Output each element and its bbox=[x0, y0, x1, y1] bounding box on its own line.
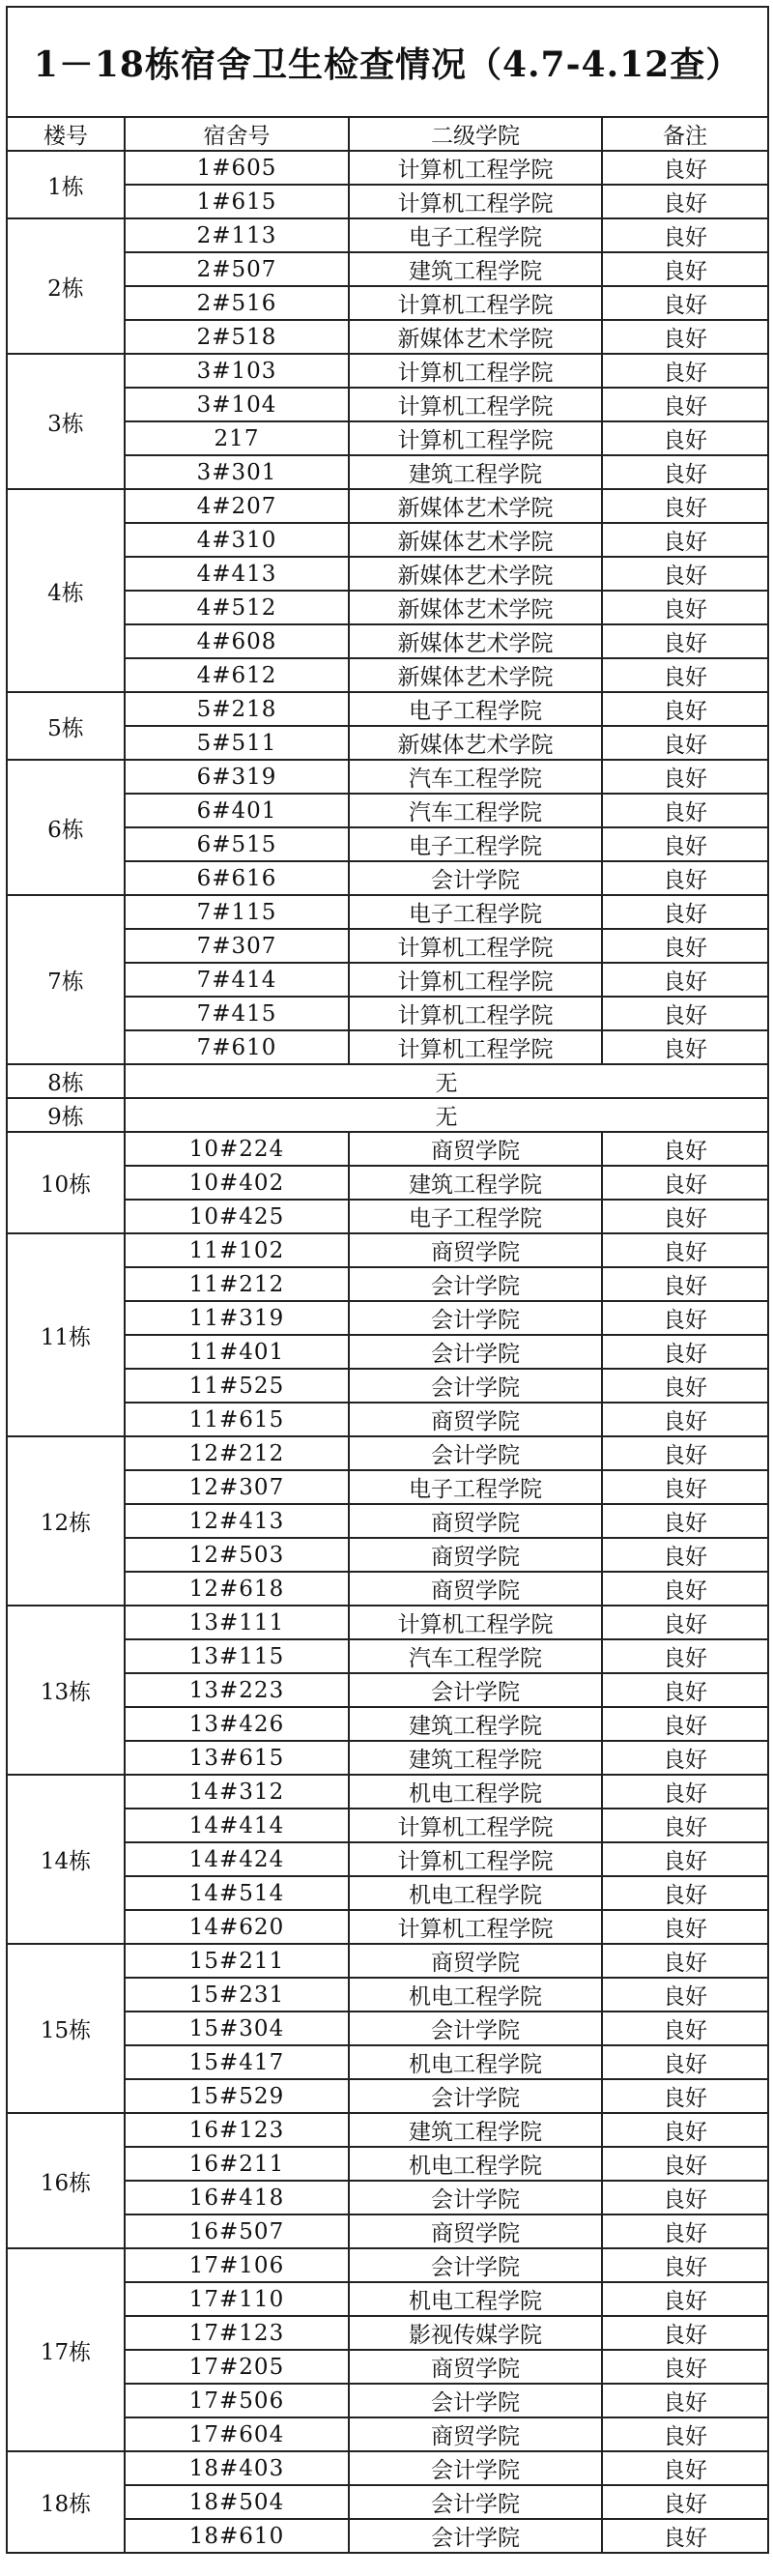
note-cell: 良好 bbox=[602, 388, 768, 421]
room-cell: 14#514 bbox=[125, 1876, 349, 1910]
building-cell: 5栋 bbox=[7, 692, 125, 760]
note-cell: 良好 bbox=[602, 2181, 768, 2214]
room-cell: 12#503 bbox=[125, 1538, 349, 1572]
table-row bbox=[7, 354, 768, 388]
college-cell: 商贸学院 bbox=[349, 1572, 602, 1606]
room-cell: 15#417 bbox=[125, 2045, 349, 2079]
note-cell: 良好 bbox=[602, 2519, 768, 2553]
room-cell: 18#504 bbox=[125, 2485, 349, 2519]
note-cell: 良好 bbox=[602, 1775, 768, 1809]
note-cell: 良好 bbox=[602, 692, 768, 726]
college-cell: 会计学院 bbox=[349, 861, 602, 895]
room-cell: 3#301 bbox=[125, 455, 349, 489]
room-cell: 17#205 bbox=[125, 2350, 349, 2384]
page-title: 1－18栋宿舍卫生检查情况（4.7-4.12查） bbox=[7, 7, 768, 117]
college-cell: 商贸学院 bbox=[349, 2417, 602, 2451]
note-cell: 良好 bbox=[602, 320, 768, 354]
building-cell: 8栋 bbox=[7, 1064, 125, 1098]
note-cell: 良好 bbox=[602, 997, 768, 1030]
college-cell: 建筑工程学院 bbox=[349, 2113, 602, 2147]
note-cell: 良好 bbox=[602, 726, 768, 760]
room-cell: 12#618 bbox=[125, 1572, 349, 1606]
room-cell: 11#525 bbox=[125, 1369, 349, 1403]
college-cell: 会计学院 bbox=[349, 2248, 602, 2282]
college-cell: 计算机工程学院 bbox=[349, 185, 602, 218]
note-cell: 良好 bbox=[602, 2384, 768, 2417]
room-cell: 4#207 bbox=[125, 489, 349, 523]
note-cell: 良好 bbox=[602, 1572, 768, 1606]
college-cell: 电子工程学院 bbox=[349, 218, 602, 252]
college-cell: 电子工程学院 bbox=[349, 1200, 602, 1233]
room-cell: 217 bbox=[125, 421, 349, 455]
building-cell: 12栋 bbox=[7, 1436, 125, 1606]
note-cell: 良好 bbox=[602, 1301, 768, 1335]
room-cell: 13#111 bbox=[125, 1606, 349, 1639]
table-row bbox=[7, 895, 768, 929]
note-cell: 良好 bbox=[602, 1166, 768, 1200]
college-cell: 机电工程学院 bbox=[349, 2045, 602, 2079]
college-cell: 商贸学院 bbox=[349, 2214, 602, 2248]
table-row bbox=[7, 2113, 768, 2147]
college-cell: 新媒体艺术学院 bbox=[349, 624, 602, 658]
building-cell: 10栋 bbox=[7, 1132, 125, 1233]
room-cell: 15#529 bbox=[125, 2079, 349, 2113]
note-cell: 良好 bbox=[602, 760, 768, 794]
college-cell: 计算机工程学院 bbox=[349, 354, 602, 388]
room-cell: 11#401 bbox=[125, 1335, 349, 1369]
note-cell: 良好 bbox=[602, 929, 768, 963]
building-cell: 14栋 bbox=[7, 1775, 125, 1944]
note-cell: 良好 bbox=[602, 1606, 768, 1639]
room-cell: 15#231 bbox=[125, 1978, 349, 2012]
building-cell: 7栋 bbox=[7, 895, 125, 1064]
room-cell: 4#310 bbox=[125, 523, 349, 557]
room-cell: 6#616 bbox=[125, 861, 349, 895]
room-cell: 6#319 bbox=[125, 760, 349, 794]
note-cell: 良好 bbox=[602, 2417, 768, 2451]
college-cell: 会计学院 bbox=[349, 1301, 602, 1335]
note-cell: 良好 bbox=[602, 455, 768, 489]
inspection-table bbox=[6, 6, 769, 2554]
room-cell: 1#605 bbox=[125, 151, 349, 185]
college-cell: 会计学院 bbox=[349, 1436, 602, 1470]
college-cell: 会计学院 bbox=[349, 1369, 602, 1403]
note-cell: 良好 bbox=[602, 963, 768, 997]
college-cell: 会计学院 bbox=[349, 2079, 602, 2113]
note-cell: 良好 bbox=[602, 2350, 768, 2384]
note-cell: 良好 bbox=[602, 861, 768, 895]
note-cell: 良好 bbox=[602, 1030, 768, 1064]
college-cell: 会计学院 bbox=[349, 2519, 602, 2553]
college-cell: 会计学院 bbox=[349, 2181, 602, 2214]
college-cell: 电子工程学院 bbox=[349, 692, 602, 726]
building-cell: 17栋 bbox=[7, 2248, 125, 2451]
college-cell: 建筑工程学院 bbox=[349, 252, 602, 286]
note-cell: 良好 bbox=[602, 1538, 768, 1572]
college-cell: 商贸学院 bbox=[349, 1538, 602, 1572]
room-cell: 7#414 bbox=[125, 963, 349, 997]
table-row bbox=[7, 692, 768, 726]
table-row bbox=[7, 218, 768, 252]
room-cell: 10#402 bbox=[125, 1166, 349, 1200]
note-cell: 良好 bbox=[602, 2248, 768, 2282]
college-cell: 商贸学院 bbox=[349, 1132, 602, 1166]
note-cell: 良好 bbox=[602, 1809, 768, 1842]
college-cell: 机电工程学院 bbox=[349, 1876, 602, 1910]
table-row bbox=[7, 1436, 768, 1470]
room-cell: 7#415 bbox=[125, 997, 349, 1030]
note-cell: 良好 bbox=[602, 2282, 768, 2316]
room-cell: 18#403 bbox=[125, 2451, 349, 2485]
college-cell: 计算机工程学院 bbox=[349, 1606, 602, 1639]
room-cell: 7#307 bbox=[125, 929, 349, 963]
note-cell: 良好 bbox=[602, 1910, 768, 1944]
room-cell: 2#516 bbox=[125, 286, 349, 320]
college-cell: 商贸学院 bbox=[349, 2350, 602, 2384]
college-cell: 会计学院 bbox=[349, 1335, 602, 1369]
college-cell: 建筑工程学院 bbox=[349, 1166, 602, 1200]
room-cell: 6#515 bbox=[125, 827, 349, 861]
college-cell: 计算机工程学院 bbox=[349, 1910, 602, 1944]
table-row bbox=[7, 151, 768, 185]
room-cell: 2#518 bbox=[125, 320, 349, 354]
note-cell: 良好 bbox=[602, 658, 768, 692]
table-row bbox=[7, 2248, 768, 2282]
room-cell: 13#115 bbox=[125, 1639, 349, 1673]
header-note: 备注 bbox=[602, 117, 768, 151]
college-cell: 建筑工程学院 bbox=[349, 1707, 602, 1741]
note-cell: 良好 bbox=[602, 794, 768, 827]
college-cell: 计算机工程学院 bbox=[349, 388, 602, 421]
note-cell: 良好 bbox=[602, 421, 768, 455]
note-cell: 良好 bbox=[602, 1335, 768, 1369]
room-cell: 13#426 bbox=[125, 1707, 349, 1741]
note-cell: 良好 bbox=[602, 1741, 768, 1775]
note-cell: 良好 bbox=[602, 2113, 768, 2147]
note-cell: 良好 bbox=[602, 557, 768, 591]
college-cell: 商贸学院 bbox=[349, 1233, 602, 1267]
note-cell: 良好 bbox=[602, 1233, 768, 1267]
college-cell: 商贸学院 bbox=[349, 1504, 602, 1538]
note-cell: 良好 bbox=[602, 2214, 768, 2248]
room-cell: 17#106 bbox=[125, 2248, 349, 2282]
college-cell: 建筑工程学院 bbox=[349, 455, 602, 489]
building-cell: 3栋 bbox=[7, 354, 125, 489]
room-cell: 13#223 bbox=[125, 1673, 349, 1707]
building-cell: 2栋 bbox=[7, 218, 125, 354]
note-cell: 良好 bbox=[602, 2147, 768, 2181]
inspection-sheet bbox=[6, 6, 767, 2554]
room-cell: 6#401 bbox=[125, 794, 349, 827]
table-body bbox=[7, 151, 768, 2553]
building-cell: 9栋 bbox=[7, 1098, 125, 1132]
note-cell: 良好 bbox=[602, 252, 768, 286]
room-cell: 14#414 bbox=[125, 1809, 349, 1842]
table-row bbox=[7, 1233, 768, 1267]
note-cell: 良好 bbox=[602, 1944, 768, 1978]
college-cell: 建筑工程学院 bbox=[349, 1741, 602, 1775]
college-cell: 新媒体艺术学院 bbox=[349, 591, 602, 624]
college-cell: 电子工程学院 bbox=[349, 827, 602, 861]
note-cell: 良好 bbox=[602, 1403, 768, 1436]
table-row bbox=[7, 760, 768, 794]
college-cell: 新媒体艺术学院 bbox=[349, 726, 602, 760]
table-row bbox=[7, 1098, 768, 1132]
room-cell: 12#413 bbox=[125, 1504, 349, 1538]
room-cell: 4#612 bbox=[125, 658, 349, 692]
room-cell: 17#123 bbox=[125, 2316, 349, 2350]
header-college: 二级学院 bbox=[349, 117, 602, 151]
room-cell: 15#211 bbox=[125, 1944, 349, 1978]
college-cell: 会计学院 bbox=[349, 2012, 602, 2045]
note-cell: 良好 bbox=[602, 1470, 768, 1504]
college-cell: 机电工程学院 bbox=[349, 1978, 602, 2012]
note-cell: 良好 bbox=[602, 2485, 768, 2519]
college-cell: 商贸学院 bbox=[349, 1403, 602, 1436]
room-cell: 4#413 bbox=[125, 557, 349, 591]
note-cell: 良好 bbox=[602, 827, 768, 861]
college-cell: 新媒体艺术学院 bbox=[349, 523, 602, 557]
college-cell: 新媒体艺术学院 bbox=[349, 320, 602, 354]
table-row bbox=[7, 489, 768, 523]
note-cell: 良好 bbox=[602, 2012, 768, 2045]
college-cell: 计算机工程学院 bbox=[349, 151, 602, 185]
college-cell: 电子工程学院 bbox=[349, 1470, 602, 1504]
room-cell: 14#312 bbox=[125, 1775, 349, 1809]
note-cell: 良好 bbox=[602, 354, 768, 388]
building-cell: 16栋 bbox=[7, 2113, 125, 2248]
note-cell: 良好 bbox=[602, 591, 768, 624]
note-cell: 良好 bbox=[602, 624, 768, 658]
room-cell: 4#512 bbox=[125, 591, 349, 624]
room-cell: 3#104 bbox=[125, 388, 349, 421]
college-cell: 计算机工程学院 bbox=[349, 286, 602, 320]
note-cell: 良好 bbox=[602, 1200, 768, 1233]
building-cell: 18栋 bbox=[7, 2451, 125, 2553]
building-cell: 11栋 bbox=[7, 1233, 125, 1436]
room-cell: 17#110 bbox=[125, 2282, 349, 2316]
no-inspection-cell: 无 bbox=[125, 1064, 768, 1098]
college-cell: 汽车工程学院 bbox=[349, 794, 602, 827]
room-cell: 1#615 bbox=[125, 185, 349, 218]
note-cell: 良好 bbox=[602, 2079, 768, 2113]
room-cell: 5#218 bbox=[125, 692, 349, 726]
college-cell: 新媒体艺术学院 bbox=[349, 557, 602, 591]
room-cell: 11#615 bbox=[125, 1403, 349, 1436]
building-cell: 13栋 bbox=[7, 1606, 125, 1775]
table-row bbox=[7, 1132, 768, 1166]
room-cell: 12#307 bbox=[125, 1470, 349, 1504]
room-cell: 16#418 bbox=[125, 2181, 349, 2214]
note-cell: 良好 bbox=[602, 1842, 768, 1876]
college-cell: 商贸学院 bbox=[349, 1944, 602, 1978]
note-cell: 良好 bbox=[602, 1436, 768, 1470]
building-cell: 6栋 bbox=[7, 760, 125, 895]
table-row bbox=[7, 1606, 768, 1639]
header-building: 楼号 bbox=[7, 117, 125, 151]
note-cell: 良好 bbox=[602, 1978, 768, 2012]
college-cell: 会计学院 bbox=[349, 1673, 602, 1707]
room-cell: 10#425 bbox=[125, 1200, 349, 1233]
room-cell: 15#304 bbox=[125, 2012, 349, 2045]
room-cell: 14#424 bbox=[125, 1842, 349, 1876]
note-cell: 良好 bbox=[602, 151, 768, 185]
note-cell: 良好 bbox=[602, 2045, 768, 2079]
room-cell: 16#123 bbox=[125, 2113, 349, 2147]
building-cell: 1栋 bbox=[7, 151, 125, 218]
note-cell: 良好 bbox=[602, 2451, 768, 2485]
room-cell: 7#610 bbox=[125, 1030, 349, 1064]
table-row bbox=[7, 1064, 768, 1098]
college-cell: 计算机工程学院 bbox=[349, 963, 602, 997]
note-cell: 良好 bbox=[602, 1876, 768, 1910]
note-cell: 良好 bbox=[602, 489, 768, 523]
college-cell: 会计学院 bbox=[349, 2451, 602, 2485]
college-cell: 电子工程学院 bbox=[349, 895, 602, 929]
room-cell: 7#115 bbox=[125, 895, 349, 929]
note-cell: 良好 bbox=[602, 523, 768, 557]
room-cell: 11#319 bbox=[125, 1301, 349, 1335]
room-cell: 4#608 bbox=[125, 624, 349, 658]
college-cell: 计算机工程学院 bbox=[349, 1842, 602, 1876]
building-cell: 4栋 bbox=[7, 489, 125, 692]
note-cell: 良好 bbox=[602, 1504, 768, 1538]
college-cell: 会计学院 bbox=[349, 2485, 602, 2519]
note-cell: 良好 bbox=[602, 1132, 768, 1166]
room-cell: 11#212 bbox=[125, 1267, 349, 1301]
room-cell: 2#507 bbox=[125, 252, 349, 286]
college-cell: 新媒体艺术学院 bbox=[349, 489, 602, 523]
room-cell: 14#620 bbox=[125, 1910, 349, 1944]
college-cell: 机电工程学院 bbox=[349, 1775, 602, 1809]
college-cell: 会计学院 bbox=[349, 2384, 602, 2417]
room-cell: 11#102 bbox=[125, 1233, 349, 1267]
college-cell: 机电工程学院 bbox=[349, 2147, 602, 2181]
college-cell: 影视传媒学院 bbox=[349, 2316, 602, 2350]
table-header-row bbox=[7, 117, 768, 151]
table-row bbox=[7, 1775, 768, 1809]
room-cell: 16#507 bbox=[125, 2214, 349, 2248]
room-cell: 17#506 bbox=[125, 2384, 349, 2417]
room-cell: 3#103 bbox=[125, 354, 349, 388]
room-cell: 12#212 bbox=[125, 1436, 349, 1470]
college-cell: 计算机工程学院 bbox=[349, 421, 602, 455]
college-cell: 计算机工程学院 bbox=[349, 1030, 602, 1064]
college-cell: 会计学院 bbox=[349, 1267, 602, 1301]
note-cell: 良好 bbox=[602, 1673, 768, 1707]
college-cell: 机电工程学院 bbox=[349, 2282, 602, 2316]
table-row bbox=[7, 1944, 768, 1978]
note-cell: 良好 bbox=[602, 185, 768, 218]
header-room: 宿舍号 bbox=[125, 117, 349, 151]
room-cell: 17#604 bbox=[125, 2417, 349, 2451]
note-cell: 良好 bbox=[602, 2316, 768, 2350]
note-cell: 良好 bbox=[602, 1639, 768, 1673]
note-cell: 良好 bbox=[602, 1369, 768, 1403]
no-inspection-cell: 无 bbox=[125, 1098, 768, 1132]
note-cell: 良好 bbox=[602, 1707, 768, 1741]
room-cell: 5#511 bbox=[125, 726, 349, 760]
college-cell: 计算机工程学院 bbox=[349, 1809, 602, 1842]
college-cell: 汽车工程学院 bbox=[349, 760, 602, 794]
building-cell: 15栋 bbox=[7, 1944, 125, 2113]
college-cell: 汽车工程学院 bbox=[349, 1639, 602, 1673]
room-cell: 2#113 bbox=[125, 218, 349, 252]
room-cell: 10#224 bbox=[125, 1132, 349, 1166]
room-cell: 18#610 bbox=[125, 2519, 349, 2553]
note-cell: 良好 bbox=[602, 286, 768, 320]
college-cell: 计算机工程学院 bbox=[349, 997, 602, 1030]
room-cell: 13#615 bbox=[125, 1741, 349, 1775]
note-cell: 良好 bbox=[602, 218, 768, 252]
college-cell: 计算机工程学院 bbox=[349, 929, 602, 963]
table-row bbox=[7, 2451, 768, 2485]
note-cell: 良好 bbox=[602, 1267, 768, 1301]
college-cell: 新媒体艺术学院 bbox=[349, 658, 602, 692]
note-cell: 良好 bbox=[602, 895, 768, 929]
room-cell: 16#211 bbox=[125, 2147, 349, 2181]
